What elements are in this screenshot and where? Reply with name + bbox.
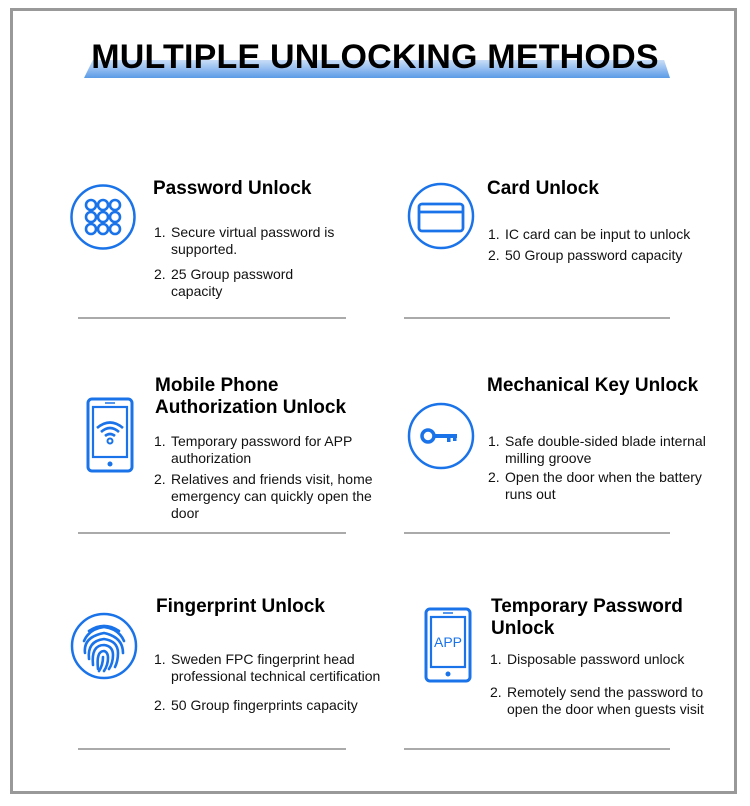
divider (404, 317, 670, 319)
divider (78, 748, 346, 750)
fingerprint-icon (69, 611, 139, 681)
card-icon (406, 181, 476, 251)
divider (78, 317, 346, 319)
method-heading: Card Unlock (487, 178, 599, 199)
method-heading: Temporary Password Unlock (491, 596, 683, 639)
app-label: APP (433, 634, 463, 650)
phone-app-icon (424, 607, 472, 683)
phone-wifi-icon (86, 397, 134, 473)
method-point: 1. Safe double-sided blade internal milling groove (488, 433, 706, 466)
method-point: 1. Disposable password unlock (490, 651, 685, 667)
divider (78, 532, 346, 534)
method-point: 2. Remotely send the password to open the door when guests visit (490, 684, 704, 717)
key-icon (406, 401, 476, 471)
method-point: 2. 50 Group password capacity (488, 247, 683, 263)
method-heading: Mobile Phone Authorization Unlock (155, 375, 347, 418)
method-point: 2. 50 Group fingerprints capacity (154, 697, 358, 713)
method-point: 1. Temporary password for APP authorization (154, 433, 353, 466)
method-heading: Fingerprint Unlock (156, 596, 325, 617)
method-heading: Password Unlock (153, 178, 312, 199)
divider (404, 532, 670, 534)
divider (404, 748, 670, 750)
method-point: 2. 25 Group password capacity (154, 266, 294, 299)
method-point: 1. IC card can be input to unlock (488, 226, 691, 242)
method-point: 2. Relatives and friends visit, home emergency can quickly open the door (154, 471, 373, 521)
method-point: 2. Open the door when the battery runs out (488, 469, 702, 502)
method-point: 1. Secure virtual password is supported. (154, 224, 335, 257)
method-heading: Mechanical Key Unlock (487, 375, 699, 396)
keypad-icon (69, 183, 137, 251)
method-point: 1. Sweden FPC fingerprint head professional technical certification (154, 651, 381, 684)
page-title: MULTIPLE UNLOCKING METHODS (91, 38, 659, 76)
